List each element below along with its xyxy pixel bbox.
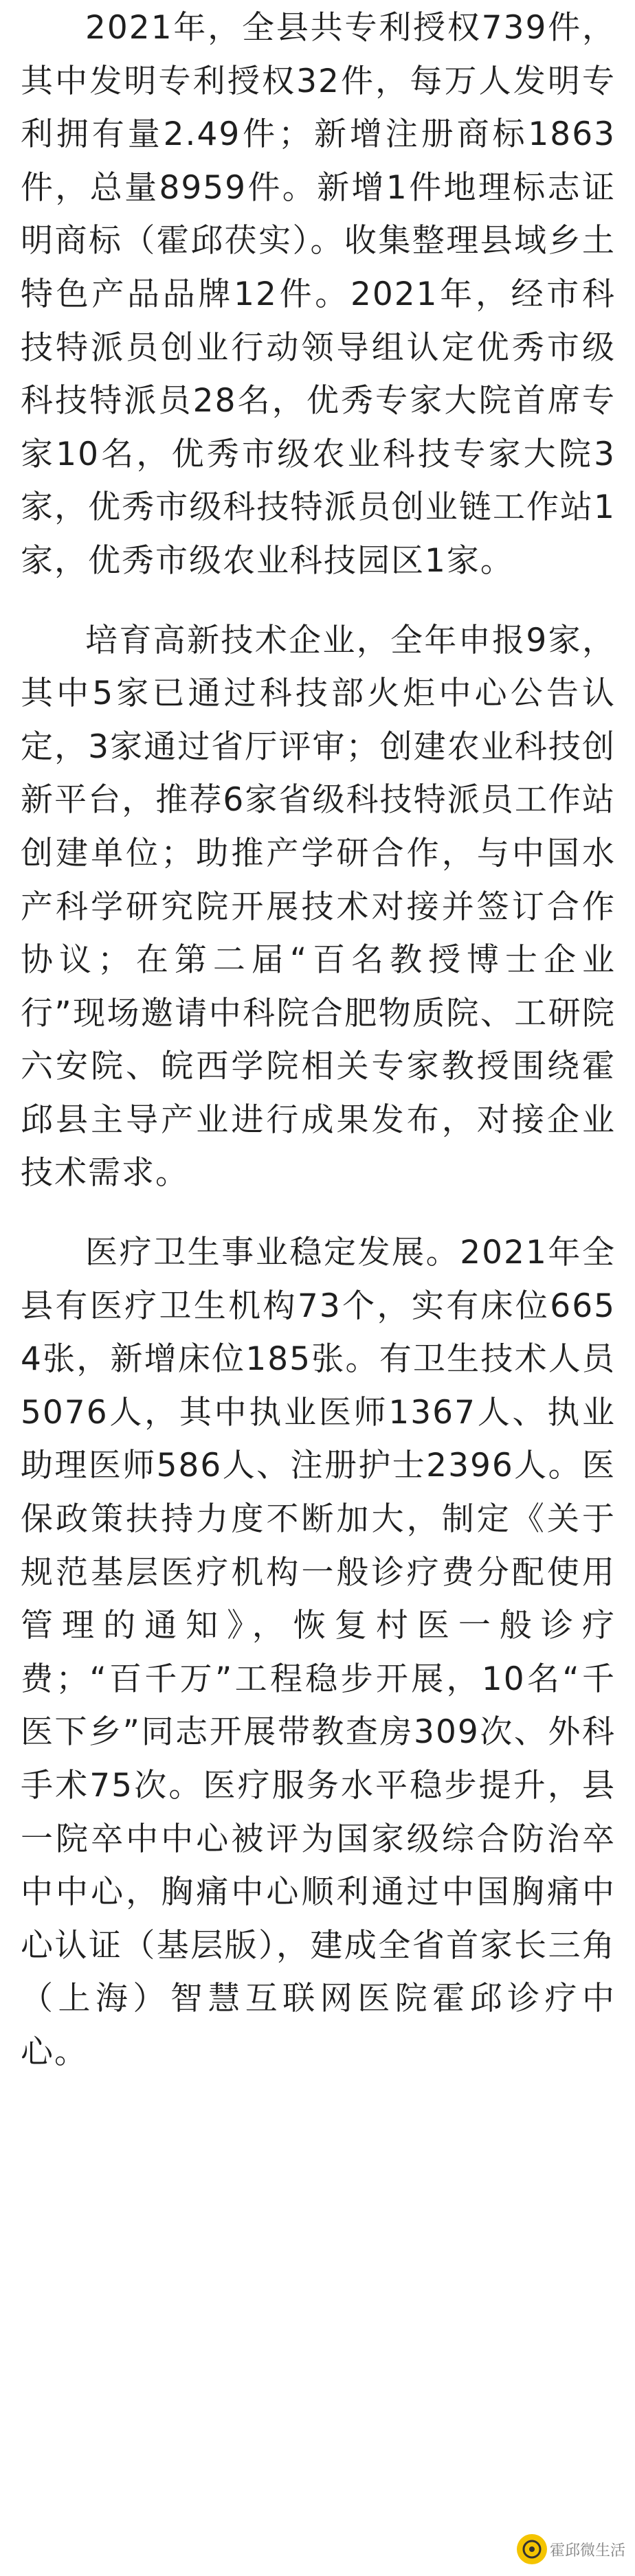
article-body <box>21 0 616 2105</box>
paragraph-high-tech: 培育高新技术企业，全年申报9家，其中5家已通过科技部火炬中心公告认定，3家通过省厅评审；创建农业科技创新平台，推荐6家省级科技特派员工作站创建单位；助推产学研合作，与中国水产科学研究院开展技术对接并签订合作协议；在第二届“百名教授博士企业行”现场邀请中科院合肥物质院、工研院六安院、皖西学院相关专家教授围绕霍邱县主导产业进行成果发布，对接企业技术需求。 <box>21 621 616 1193</box>
watermark <box>513 2532 630 2566</box>
paragraph-healthcare: 医疗卫生事业稳定发展。2021年全县有医疗卫生机构73个，实有床位6654张，新增床位185张。有卫生技术人员5076人，其中执业医师1367人、执业助理医师586人、注册护士2396人。医保政策扶持力度不断加大，制定《关于规范基层医疗机构一般诊疗费分配使用管理的通知》，恢复村医一般诊疗费；“百千万”工程稳步开展，10名“千医下乡”同志开展带教查房309次、外科手术75次。医疗服务水平稳步提升，县一院卒中中心被评为国家级综合防治卒中中心，胸痛中心顺利通过中国胸痛中心认证（基层版），建成全省首家长三角（上海）智慧互联网医院霍邱诊疗中心。 <box>21 1234 616 2071</box>
paragraph-patents: 2021年，全县共专利授权739件，其中发明专利授权32件，每万人发明专利拥有量2.49件；新增注册商标1863件，总量8959件。新增1件地理标志证明商标（霍邱茯实）。收集整理县域乡土特色产品品牌12件。2021年，经市科技特派员创业行动领导组认定优秀市级科技特派员28名，优秀专家大院首席专家10名，优秀市级农业科技专家大院3家，优秀市级科技特派员创业链工作站1家，优秀市级农业科技园区1家。 <box>21 9 616 580</box>
watermark-logo-icon <box>517 2534 547 2564</box>
watermark-text: 霍邱微生活 <box>549 2542 625 2560</box>
